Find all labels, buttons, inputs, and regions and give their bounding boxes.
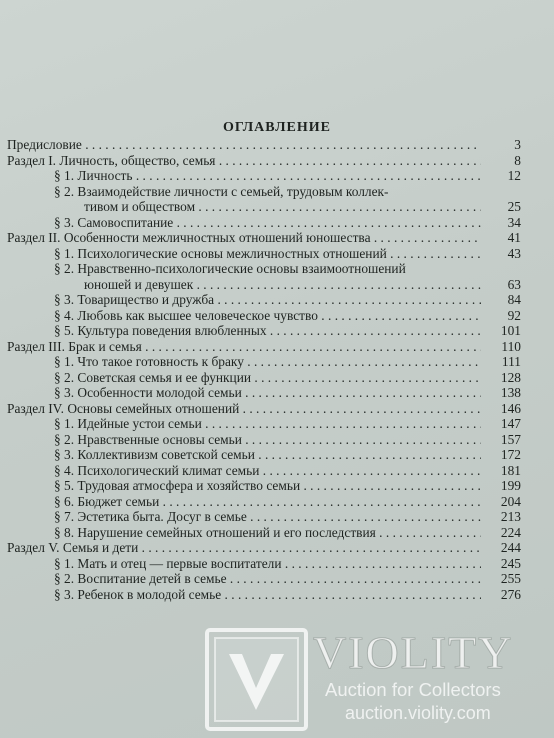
toc-entry-1-2: § 2. Взаимодействие личности с семьей, трудовым коллек- тивом и обществом . . . 25 [7, 184, 521, 215]
toc-entry-4-8: § 8. Нарушение семейных отношений и его последствия . . . 224 [7, 525, 521, 541]
page-number: 8 [514, 152, 521, 168]
page-number: 128 [500, 369, 521, 385]
toc-entry-4-2: § 2. Нравственные основы семьи . . . 157 [7, 432, 521, 448]
page-number: 157 [500, 431, 521, 447]
page-number: 110 [501, 338, 521, 354]
toc-entry-3-2: § 2. Советская семья и ее функции . . . 128 [7, 370, 521, 386]
page-number: 138 [500, 385, 521, 400]
page-number: 41 [507, 230, 521, 245]
toc-entry-2-2: § 2. Нравственно-психологические основы взаимоотношений юношей и девушек . . . 63 [7, 261, 521, 292]
toc-entry-3-3: § 3. Особенности молодой семьи . . . 138 [7, 385, 521, 401]
page-number: 147 [500, 416, 521, 431]
page-number: 92 [507, 307, 521, 323]
page-number: 84 [507, 292, 521, 307]
violity-watermark [205, 628, 550, 733]
toc-entry-1-3: § 3. Самовоспитание . . . 34 [7, 215, 521, 231]
toc-entry-5-1: § 1. Мать и отец — первые воспитатели . . . 245 [7, 556, 521, 572]
toc-entry-4-1: § 1. Идейные устои семьи . . . 147 [7, 416, 521, 432]
page-number: 25 [507, 199, 521, 214]
page-number: 255 [500, 571, 521, 586]
page-number: 111 [501, 354, 521, 369]
toc-entry-4-5: § 5. Трудовая атмосфера и хозяйство семьи . . . 199 [7, 478, 521, 494]
toc-entry-2-3: § 3. Товарищество и дружба . . . 84 [7, 292, 521, 308]
page-number: 204 [500, 493, 521, 509]
page-number: 172 [500, 447, 521, 462]
watermark-brand: VIOLITY [313, 627, 514, 678]
watermark-url: auction.violity.com [345, 703, 491, 723]
watermark-tagline: Auction for Collectors [325, 679, 501, 700]
page-number: 213 [500, 509, 521, 524]
toc-entry-2-4: § 4. Любовь как высшее человеческое чувство . . . 92 [7, 308, 521, 324]
toc-entry-section-1: Раздел I. Личность, общество, семья . . . 8 [7, 153, 521, 169]
toc-entry-3-1: § 1. Что такое готовность к браку . . . 111 [7, 354, 521, 370]
page-title: ОГЛАВЛЕНИЕ [223, 120, 331, 135]
toc-entry-2-5: § 5. Культура поведения влюбленных . . . 101 [7, 323, 521, 339]
page-number: 34 [507, 214, 521, 230]
toc-entry-4-3: § 3. Коллективизм советской семьи . . . 172 [7, 447, 521, 463]
toc-entry-2-1: § 1. Психологические основы межличностных отношений . . . 43 [7, 246, 521, 262]
toc-entry-4-4: § 4. Психологический климат семьи . . . 181 [7, 463, 521, 479]
page-number: 12 [507, 168, 521, 183]
violity-logo-icon [205, 628, 308, 731]
toc-entry-4-7: § 7. Эстетика быта. Досуг в семье . . . 213 [7, 509, 521, 525]
toc-entry-preface: Предисловие . . . 3 [7, 137, 521, 153]
toc-entry-5-3: § 3. Ребенок в молодой семье . . . 276 [7, 587, 521, 603]
page-number: 245 [500, 555, 521, 571]
page-number: 101 [500, 323, 521, 338]
toc-entry-section-5: Раздел V. Семья и дети . . . 244 [7, 540, 521, 556]
toc-entry-4-6: § 6. Бюджет семьи . . . 204 [7, 494, 521, 510]
toc-entry-section-2: Раздел II. Особенности межличностных отношений юношества . . . 41 [7, 230, 521, 246]
toc-entry-1-1: § 1. Личность . . . 12 [7, 168, 521, 184]
toc-entry-5-2: § 2. Воспитание детей в семье . . . 255 [7, 571, 521, 587]
page-number: 181 [500, 462, 521, 478]
page-number: 146 [500, 400, 521, 416]
toc-entry-section-4: Раздел IV. Основы семейных отношений . . . 146 [7, 401, 521, 417]
page-number: 3 [514, 137, 521, 152]
page-number: 199 [500, 478, 521, 493]
page-number: 43 [507, 245, 521, 261]
page-number: 244 [500, 540, 521, 555]
toc-entry-section-3: Раздел III. Брак и семья . . . 110 [7, 339, 521, 355]
page-number: 276 [500, 586, 521, 602]
page-number: 224 [500, 524, 521, 540]
page-number: 63 [507, 276, 521, 292]
table-of-contents [7, 137, 521, 602]
